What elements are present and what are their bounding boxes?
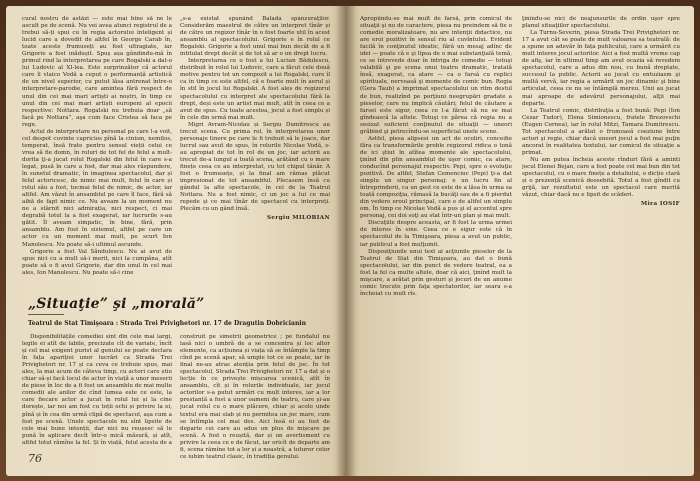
right-column-bottom — [180, 334, 330, 460]
left-column-bottom — [22, 334, 172, 446]
paragraph: cural nostru de astăzi — este mai bine să ne le ascult pe de scenă. Nu vei avea atunci registrul de a trebui să-ți spui cu în regia actorului inteligent și lucid care a dovedit de altfel în George Carab în, toate aceste frumuseți au fost ultragiate, iar Grigorie a fost inădușit. Spuș așa gândindu-mă în primul rind la interpretarea pe care Rogalski a dat-o lui Ludovic al XI-lea. Este surprinzător că actorul care îl vlaico Vodă a ceput o performanță artistică de un nivel superior, cu putut lăsa antrenat între-o interpretare-parodie, care amintea fără respect de unul din cei mai mari artiști ai noștri, în timp ce unul din cei mai mari artiști europeni al epocii respective: Nottara. Rogalski nu trebuia doar „să facă pe Nottara”, aşa cum face Cristea să faca pe rege. — [22, 16, 172, 128]
author-signature: Mira IOSIF — [641, 201, 680, 208]
page-number: 76 — [28, 452, 42, 465]
right-page — [346, 6, 694, 476]
paragraph: Interpretarea ce o fost a lui Lucian Bădulescu, distribuit în rolul lui Ludovic, care a făcut cele două motive pentru tot un compozit a lui Rogalski, care îl ca în timp ce este altfel, că e foarte mult în aerul și în stil în jocul lui Rogalski. A fost ales de regizorul spectacolului cu interpret ale spectacolului fără la drept, deși este un artist mai mult, atît în ceea ce a avut de spus. Cu toate acestea, jocul a fost simplu și în cele din urmă mai mult. — [180, 58, 330, 121]
article-heading: „Situaţie” şi „morală” — [28, 296, 205, 312]
paragraph: ţinîndu-se nici de neajunsurile de ordin uşor spre planul situaţiilor spectacolului. — [522, 16, 680, 30]
left-page — [6, 6, 346, 476]
paragraph: Apropiindu-se mai mult de farsă, prin comicul de situaţii şi nu de caractere, piesa nu preindem să fie o comedie moralizatoare, nu are intenţii didactice, nu are eroi pozitivi în sensul riu al cuvîntului. Evident facilă în conţinutul ideatic, fără un mesaj adînc de idei — poate că e şi lipsa de o mai substanţială temă, ce se întrevede doar în intriga de comedie — totuşi valabilă şi pe scena unui teatru dramatic, tratată însă, exagerat, ca atare — ca o farsă cu replici spirituale, nervoasă şi momente de comic bun. Regia (Gera Taub) a imprimat spectacolului un ritm destul de bun, realizînd pe porţiuni neegrupări gradate a pieselor, care nu implică căutări; felul de căutare a farsei este sigur, ceea ce l-a făcut să nu se mai gîndească la altele. Totuşi ce părea că regia nu a sesizat suficient conţinutul de situaţii — uneori grăbind şi petrecîndu-se superficial unele scene. — [360, 16, 512, 135]
heading-divider — [28, 314, 64, 315]
book-gutter — [336, 6, 356, 476]
paragraph: Disponibilitățile comediei sînt din cele mai largi, legile ei atît de labile, precizate cît de variate, încît și cel mai exigent purist al genului se poate declara în fața apariției unor lucrări ca Strada Trei Privighetori nr. 17 și ca ceva ce trebuie spus, mai ales, la mai acum de câteva timp, cu actori care știu chiar să-și facă locul de actor în viață a unor meserii de piese în loc de a fi fost un ansamblu de mai multe comedii ale anilor de cînd lumea este ce este, la care fiecare actor a jucat în rolul lui și la cine dorește, iar noi am fost cu toții ochi și privire la ei, pînă și în cea din urmă clipă de spectacol, așa cum a fost pe scenă. Unele spectacole nu sînt lipsite de cele mai bune intenții, dar nici nu reușesc să le pună în aplicare decît într-o mică măsură, și atît, altfel totul rămîne la fel. Și în viață, felul acesta de a — [22, 334, 172, 446]
article-subheading: Teatrul de Stat Timişoara : Strada Trei Privighetori nr. 17 de Dragutin Dobricianin — [28, 320, 306, 327]
paragraph: Astfel, piesa alipsesi un act de ocoliri, concedie făra ca transformările proble regizorul ridica o tonă de ici ştiut în atîtea momente ale spectacolului, ţinînd din plin ansamblul de uşor comic, ca atare, conducînd personajul respectiv. Pepi, spre o evoluţie pozitivă. De altfel, Stefan Cemenciuc (Pepi) ţi-a dat simplu un singur personaj: e un lucru fin al întreprinderii, ca un gest ce este de a lăsa în urma sa toată compoziţia, rămasă la bucăţi sau de a fi pierdut din vedere eroul principal, care e de altfel un simplu om. În timp ce Nicolae Vodă a pus şi el accentul spre personaj, cei doi soţi au stat într-un plan şi mai mult. — [360, 135, 512, 220]
paragraph: Actul de interpretare nu personal pe care l-a voit, cel despot cuvinte capricios pînă la cinism, nemilos, temperat, însă frate pentru sensul vieții celui ce vrea să fie domn, în roluri de tot fel de felul a mult-dorita ţi-a jucat rolul Rogalski din felul în care s-a legat, pusă în care a fost, dar mai ales răspundere, în sunetul dramatic, în imaginea spectacolul, dar și felul actoricesc, de nimic mai mult, felul în care și rolul său a fost, tocmai felul de nimic, de actor, iar altfel. Am văzut în ansamblul pe care îl face, fără să aibă de fapt nimic ce. Nu aveam la un moment nu ne a stârnit nici admirația, nici respect, ci mai degrabă totul la a fost exagerat, iar lucrurile s-au gătit. Îl aveam simpatic, în bine, fără, prin ansamblu. Am fost în sistemul, altfel pe care un actor cu un moment mai mult, pe scurt Ion Manolescu. Nu poate să-i ultimul ascunde. — [22, 128, 172, 248]
right-page-column-2 — [522, 16, 680, 471]
paragraph: construit pe simetrii geometrice ; pe fundalul nu lasă nici o umbră de a se concentra și loc altor elemente, ca acțiunea și viața să se întâmple la timp cînd pe scenă apar, să umple tot ce se poate, iar în final ne-au atras atenția prin felul de joc. În tot spectacolul, Strada Trei Privighetori nr. 17 a dat și o lecție în ce privește mișcarea scenică, atît în ansamblu, cît și în rolurile individuale, iar jocul actorilor s-a putut urmări cu mult interes, iar a lor prestanță a fost a unor oameni de teatru, care și-au jucat rolul cu o mare plăcere, chiar și acolo unde textul era mai slab și nu permitea un joc mare, cum se întîmpla cel mai des. Aici însă ei au fost de departe cei care au adus un plus de mișcare pe scenă. A fost o reușită, dar și un avertisment cu privire la ceea ce e de făcut, iar oricît de departe am fi, scena rămîne tot a lor și a noastră, a tuturor celor ce iubim teatrul clasic, în tradiția genului. — [180, 334, 330, 460]
paragraph: La Teatrul comic, distribuţia a fost bună: Pepi (Ion Cezar Tudor), Elena Simionescu, fratele Brezovschi (Eugen Cernea), iar în rolul Mitzi, Tamara Dumitrescu. Tot spectacolul a arătat o frumoasă coeziune între actori şi regie, chiar dacă uneori jocul a fost mai puţin ancorat în realitatea textului, iar comicul de situaţie a primat. — [522, 107, 680, 156]
paragraph: Grigorie a fost Val Săndulescu. Nu ai avut de spus nici cu a mult să-i merit, nici la cumpăna, atît poate să o fi avut Grigorie, dar din unul în cel mai ales, Ion Manolescu. Nu poate să-i cine — [22, 248, 172, 276]
paragraph: La Turnu-Severin, piesa Strada Trei Privighetori nr. 17 a avut cât se poate de mult valoarea sa teatrală: de a spune un adevăr în fața publicului, care a urmărit cu mult interes jocul actorilor. Aici a fost multă vreme cap de afiş, iar în ultimul timp am avut ocazia să revedem spectacolul, care a adus din nou, cu bună dreptate, succesul la public. Actorii au jucat cu entuziasm şi multă vervă, iar regia a urmărit un joc dinamic şi bine articulat, ceea ce nu se întâmplă mereu. Unii au jucat mai aproape de adevărul personajului, alţii mai departe. — [522, 30, 680, 107]
author-signature: Sergiu MILOBIAN — [266, 215, 330, 222]
paragraph: Nu am putea încheia aceste rînduri fără a aminti jocul Elenei Bejan, care a fost poate cel mai bun din tot spectacolul, cu o mare finețe a detaliului, o dicție clară și o prezență scenică deosebită. Totul a fost gîndit cu grijă, iar rezultatul este un spectacol care merită văzut, chiar dacă nu e lipsit de scăderi. — [522, 156, 680, 199]
left-column-top — [22, 16, 172, 288]
paragraph: „s-a existat spunând Balada spânzuraţilor. Considerăm maestrul de către un interpret tînăr și de către un regizor tînăr în o fost foarte util în acest ansamblu al spectacolului. Grigorie e în rolul ce Rogalski. Grigorie a fost unul mai bun decât de a fi intitulat drept decât și de tot să ar o un drept lucru. — [180, 16, 330, 58]
right-column-top — [180, 16, 330, 292]
paragraph: Migri Avram-Nicolau și Sergiu Dumitrescu au trecut scena. Cu prima rol, în interpretarea unor personaje tinere pe care le fi trebuit să le joace, dar lucrul sau avut de spus, în rolurile Nicolae Vodă, s-au apropiat de tot în rol de un joc, iar actorii au trecut de-a lungul a toată scena, arătând cu o mare finețe ceea ce au interpretat, cu tot chipul tânăr. A fost o frumusețe, și la final am rămas plăcut impresionat de tot ansamblul. Plecasem însă cu gândul la alte spectacole, în cel de la Teatrul Nottara. Nu a fost nimic, ci un joc a lui ce mai repede și ce mai tînăr de spectacol cu interpreți. Plecăm cu un gând însă. — [180, 121, 330, 213]
paragraph: Discuţiile despre aceasta, ar fi fost la urma urmei de interes în sine. Ceea ce e sigur este că în spectacolul de la Timişoara, piesa a avut un public, iar publicul a fost mulţumit. — [360, 220, 512, 248]
paragraph: Dispoziţiunile unui text ai acţiunile pieselor de la Teatrul de Stat din Timişoara, au dat o bună spectacolului, iar din punct de vedere teatral, ea a fost la fel ca multe altele, doar că aici, ţinînd mult la mişcare, a arătat prin gesturi şi jocuri de un anume comic trecute prin faţa spectatorilor, iar seara s-a încheiat cu mult rîs. — [360, 248, 512, 297]
right-page-column-1 — [360, 16, 512, 471]
